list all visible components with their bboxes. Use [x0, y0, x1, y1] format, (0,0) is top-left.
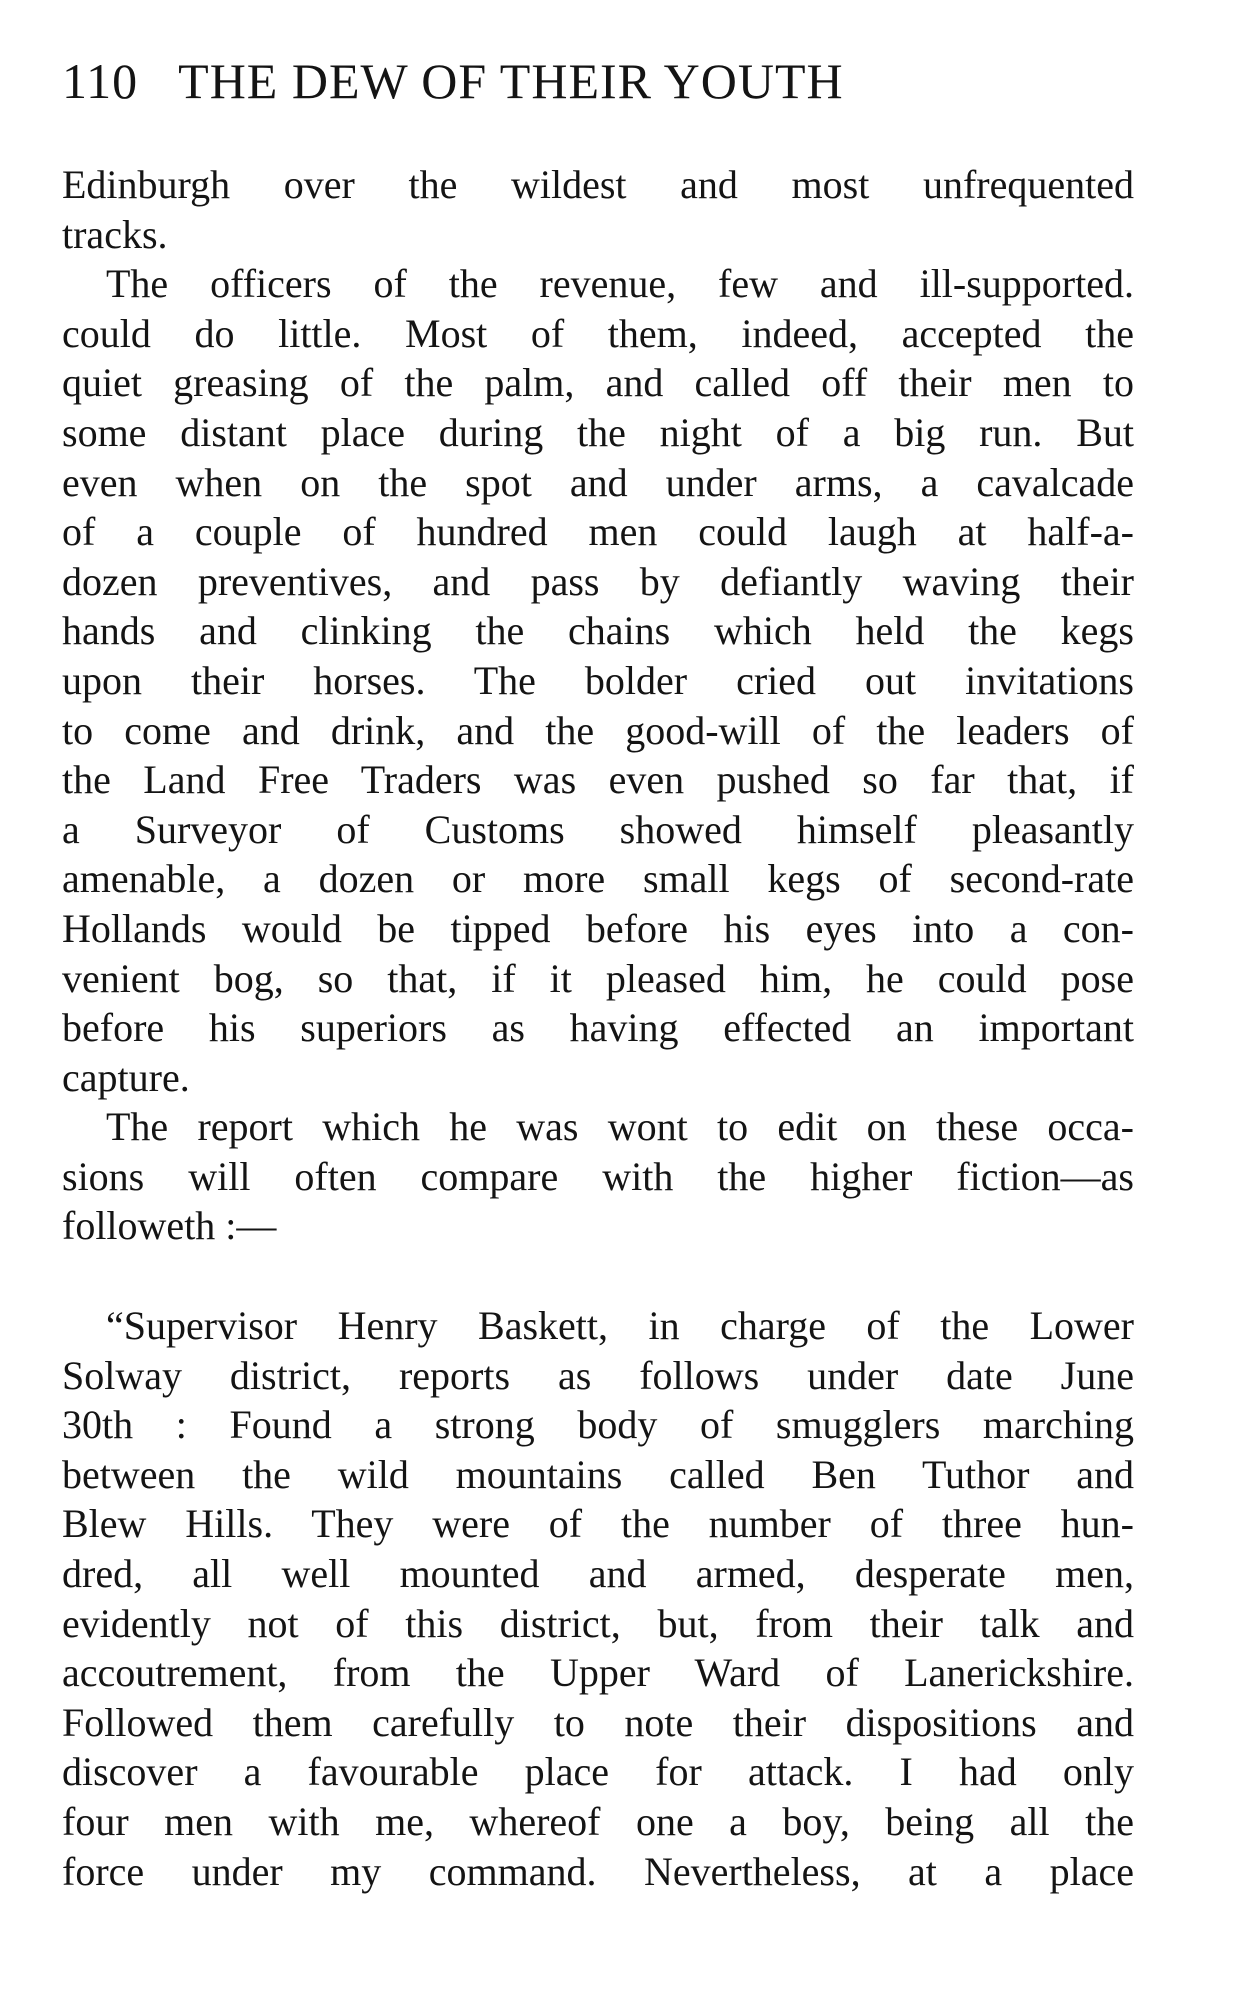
text-line: force under my command. Nevertheless, at a place [62, 1848, 1134, 1894]
text-line: accoutrement, from the Upper Ward of Lanerickshire. [62, 1650, 1134, 1696]
text-line: discover a favourable place for attack. I had only [62, 1749, 1134, 1795]
body-text [62, 160, 1134, 1251]
page-number: 110 [62, 53, 139, 109]
text-line: could do little. Most of them, indeed, accepted the [62, 310, 1134, 356]
text-line: Edinburgh over the wildest and most unfrequented [62, 162, 1134, 207]
text-line: Hollands would be tipped before his eyes into a con- [62, 905, 1134, 951]
text-line: of a couple of hundred men could laugh at half-a- [62, 509, 1134, 555]
text-line: four men with me, whereof one a boy, being all the [62, 1798, 1134, 1844]
text-line: sions will often compare with the higher fiction—as [62, 1153, 1134, 1199]
running-head [62, 53, 844, 109]
text-line: hands and clinking the chains which held the kegs [62, 608, 1134, 654]
text-line: upon their horses. The bolder cried out invitations [62, 657, 1134, 703]
text-line: capture. [62, 1054, 190, 1100]
text-line: followeth :— [62, 1203, 277, 1249]
text-line: Followed them carefully to note their dispositions and [62, 1699, 1134, 1745]
text-line: tracks. [62, 211, 168, 257]
text-line: The officers of the revenue, few and ill-supported. [106, 261, 1134, 307]
text-line: before his superiors as having effected an important [62, 1005, 1134, 1051]
text-line: even when on the spot and under arms, a cavalcade [62, 459, 1134, 505]
report-quotation [62, 1301, 1134, 1896]
text-line: a Surveyor of Customs showed himself pleasantly [62, 806, 1134, 852]
text-line: venient bog, so that, if it pleased him, he could pose [62, 955, 1134, 1001]
text-line: some distant place during the night of a big run. But [62, 409, 1134, 455]
text-line: “Supervisor Henry Baskett, in charge of the Lower [106, 1303, 1134, 1348]
text-line: Solway district, reports as follows under date June [62, 1352, 1134, 1398]
running-title: THE DEW OF THEIR YOUTH [178, 53, 844, 109]
text-line: the Land Free Traders was even pushed so far that, if [62, 757, 1134, 803]
text-line: amenable, a dozen or more small kegs of second-rate [62, 856, 1134, 902]
text-line: to come and drink, and the good-will of the leaders of [62, 707, 1134, 753]
text-line: dred, all well mounted and armed, desperate men, [62, 1550, 1134, 1596]
text-line: The report which he was wont to edit on these occa- [106, 1104, 1134, 1150]
text-line: evidently not of this district, but, from their talk and [62, 1600, 1134, 1646]
text-line: quiet greasing of the palm, and called off their men to [62, 360, 1134, 406]
text-line: 30th : Found a strong body of smugglers marching [62, 1402, 1134, 1448]
text-line: between the wild mountains called Ben Tuthor and [62, 1451, 1134, 1497]
text-line: Blew Hills. They were of the number of three hun- [62, 1501, 1134, 1547]
text-line: dozen preventives, and pass by defiantly waving their [62, 558, 1134, 604]
